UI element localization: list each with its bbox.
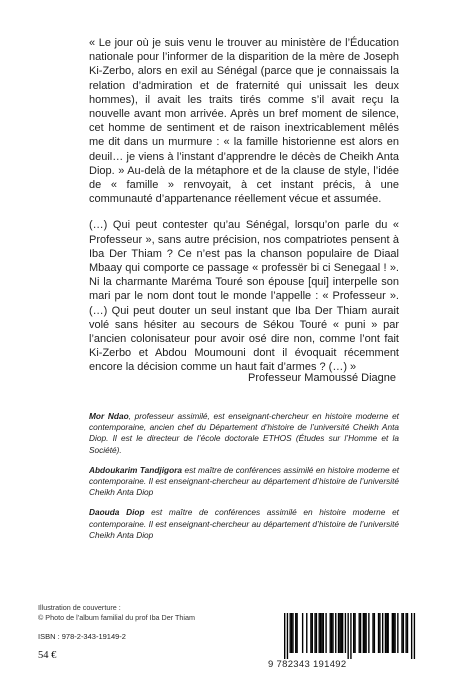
barcode-bar <box>312 613 313 653</box>
barcode-bar <box>359 613 360 653</box>
barcode-bar <box>325 613 326 653</box>
barcode-bar <box>393 613 394 653</box>
barcode-bar <box>331 613 332 653</box>
quote-paragraph-2: (…) Qui peut contester qu’au Sénégal, lorsqu’on parle du « Professeur », sans autre précision, nos compatriotes pensent à Iba Der Thiam ? Ce n’est pas la chanson populaire de Diaal Mbaay qui comporte ce passage « professër bi ci Senegaal ! ». Ni la charmante Maréma Touré son épouse [qui] interpelle son mari par le nom dont tout le monde l’appelle : « Professeur ». (…) Qui peut douter un seul instant que Iba Der Thiam aurait volé sans hésiter au secours de Sékou Touré « puni » par l’ancien colonisateur pour avoir osé dire non, comme l’ont fait Ki-Zerbo et Abdou Moumouni dont il évoquait récemment encore la décision comme un haut fait d’armes ? (…) » <box>89 219 399 374</box>
barcode-bar <box>342 613 343 653</box>
barcode-bar <box>354 613 355 653</box>
barcode-bars <box>268 613 418 661</box>
barcode-bar <box>397 613 398 653</box>
author-description: , professeur assimilé, est enseignant-chercheur en histoire moderne et contemporaine, ancien chef du Département d’histoire de l’université Cheikh Anta Diop. Il est le directeur de l’école doctorale ETHOS (Études sur l’Homme et la Société). <box>89 411 399 455</box>
barcode-bar <box>385 613 386 653</box>
barcode-bar <box>407 613 408 653</box>
barcode-bar <box>335 613 336 653</box>
quote-block <box>89 36 399 387</box>
author-bio-1 <box>89 411 399 456</box>
barcode-bar <box>365 613 366 653</box>
barcode-bar <box>338 613 339 653</box>
barcode-bar <box>374 613 375 653</box>
credit-photo: © Photo de l’album familial du prof Iba Der Thiam <box>38 613 195 622</box>
barcode-bar <box>414 613 415 659</box>
barcode-bar <box>290 613 291 653</box>
ean-barcode <box>268 613 418 677</box>
barcode-bar <box>306 613 307 653</box>
quote-attribution: Professeur Mamoussé Diagne <box>248 372 396 384</box>
price: 54 € <box>38 650 57 661</box>
barcode-bar <box>347 613 348 659</box>
author-name: Daouda Diop <box>89 507 145 518</box>
barcode-bar <box>320 613 321 653</box>
barcode-bar <box>403 613 404 653</box>
barcode-bar <box>401 613 402 653</box>
cover-illustration-credit <box>38 603 195 623</box>
barcode-bar <box>341 613 342 653</box>
barcode-bar <box>394 613 395 653</box>
barcode-bar <box>330 613 331 653</box>
barcode-digits: 9 782343 191492 <box>268 659 347 670</box>
isbn-number: ISBN : 978-2-343-19149-2 <box>38 632 126 641</box>
author-description: est maître de conférences assimilé en histoire moderne et contemporaine. Il est enseignant-chercheur au département d’histoire de l’université Cheikh Anta Diop <box>89 507 399 540</box>
barcode-bar <box>291 613 292 653</box>
author-name: Abdoukarim Tandjigora <box>89 464 182 475</box>
credit-label: Illustration de couverture : <box>38 603 121 612</box>
barcode-bar <box>319 613 320 653</box>
barcode-bar <box>332 613 333 653</box>
barcode-bar <box>353 613 354 653</box>
barcode-bar <box>411 613 412 659</box>
barcode-bar <box>350 613 351 659</box>
barcode-bar <box>339 613 340 653</box>
barcode-bar <box>368 613 369 653</box>
barcode-bar <box>316 613 317 653</box>
barcode-bar <box>345 613 346 653</box>
barcode-bar <box>388 613 389 653</box>
author-bio-3 <box>89 507 399 541</box>
barcode-bar <box>284 613 285 659</box>
quote-paragraph-1: « Le jour où je suis venu le trouver au ministère de l’Éducation nationale pour l’informer de la disparition de la mère de Joseph Ki-Zerbo, alors en exil au Sénégal (parce que je connaissais la relation d’admiration et de fraternité qui unissait les deux hommes), il avait les traits tirés comme s’il avait reçu la nouvelle avant mon arrivée. Après un bref moment de silence, cet homme de sentiment et de raison inextricablement mêlés me dit dans un murmure : « la famille historienne est alors en deuil… je viens à l’instant d’apprendre le décès de Cheikh Anta Diop. » Au-delà de la métaphore et de la clause de style, l’idée de « famille » renvoyait, à cet instant précis, à une communauté d’appartenance réellement vécue et assumée. <box>89 37 399 206</box>
barcode-bar <box>296 613 297 653</box>
barcode-bar <box>363 613 364 653</box>
author-bio-2 <box>89 465 399 499</box>
barcode-bar <box>386 613 387 653</box>
barcode-bar <box>310 613 311 653</box>
barcode-bar <box>314 613 315 653</box>
barcode-bar <box>372 613 373 653</box>
barcode-bar <box>379 613 380 653</box>
barcode-bar <box>360 613 361 653</box>
barcode-bar <box>321 613 322 653</box>
barcode-bar <box>295 613 296 653</box>
barcode-bar <box>378 613 379 653</box>
author-bios <box>89 411 399 550</box>
barcode-bar <box>323 613 324 653</box>
author-description: est maître de conférences assimilé en histoire moderne et contemporaine. Il est enseignant-chercheur au département d’histoire de l’université Cheikh Anta Diop <box>89 464 399 498</box>
barcode-bar <box>364 613 365 653</box>
barcode-bar <box>292 613 293 653</box>
barcode-bar <box>302 613 303 653</box>
barcode-bar <box>382 613 383 653</box>
barcode-bar <box>287 613 288 659</box>
barcode-bar <box>405 613 406 653</box>
author-name: Mor Ndao <box>89 411 129 421</box>
barcode-bar <box>392 613 393 653</box>
